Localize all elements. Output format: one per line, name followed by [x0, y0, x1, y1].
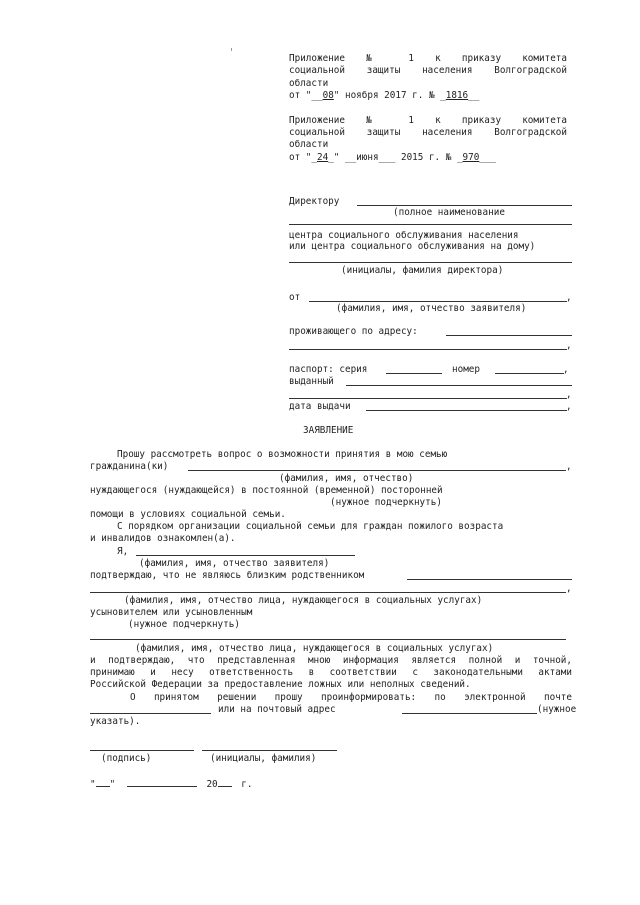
issue-date-line[interactable]	[366, 410, 567, 411]
appendix-1-date-end: __	[468, 90, 480, 101]
appendix-2-line-2: социальной защиты населения Волгоградской	[289, 127, 567, 138]
issued-line-1[interactable]	[346, 385, 572, 386]
date-year-suffix: г.	[241, 779, 253, 790]
hint-underline: (нужное подчеркнуть)	[330, 497, 442, 508]
comma: ,	[566, 401, 572, 412]
request-line-2-label: гражданина(ки)	[90, 461, 169, 472]
director-line[interactable]	[357, 205, 572, 206]
relative-name-line-1[interactable]	[407, 579, 572, 580]
residing-label: проживающего по адресу:	[289, 326, 418, 337]
acquainted-line-2: и инвалидов ознакомлен(а).	[90, 533, 236, 544]
document-title: ЗАЯВЛЕНИЕ	[303, 425, 354, 436]
center-line-2: или центра социального обслуживания на дому)	[289, 241, 536, 252]
date-year-blank[interactable]	[218, 777, 232, 787]
issued-label: выданный	[289, 376, 334, 387]
comma: ,	[566, 389, 572, 400]
date-day-blank[interactable]	[96, 777, 110, 787]
appendix-1-line-2: социальной защиты населения Волгоградской	[289, 65, 567, 76]
acquainted-line-1: С порядком организации социальной семьи для граждан пожилого возраста	[117, 521, 504, 532]
confirm-not-relative: подтверждаю, что не являюсь близким родственником	[90, 570, 365, 581]
postal-address-line[interactable]	[402, 713, 537, 714]
signature-line[interactable]	[90, 750, 194, 751]
director-label: Директору	[289, 196, 340, 207]
center-name-line[interactable]	[289, 224, 572, 225]
adopter-label: усыновителем или усыновленным	[90, 607, 253, 618]
address-line-2[interactable]	[289, 349, 567, 350]
address-line-1[interactable]	[446, 335, 572, 336]
date-month-blank[interactable]	[127, 777, 197, 787]
i-label: Я,	[117, 546, 129, 557]
hint-fio: (фамилия, имя, отчество)	[279, 473, 414, 484]
hint-fullname: (полное наименование	[393, 207, 505, 218]
center-line-1: центра социального обслуживания населения	[289, 230, 519, 241]
confirm-line-2: принимаю и несу ответственность в соответствии с законодательными актами	[90, 667, 572, 678]
appendix-2-day: 24	[317, 152, 329, 163]
issued-line-2[interactable]	[289, 398, 567, 399]
scan-mark	[231, 48, 232, 51]
request-line-1: Прошу рассмотреть вопрос о возможности принятия в мою семью	[117, 449, 448, 460]
comma: ,	[566, 340, 572, 351]
hint-fio-applicant: (фамилия, имя, отчество заявителя)	[139, 558, 330, 569]
inform-line-1: О принятом решении прошу проинформировать: по электронной почте	[130, 692, 572, 703]
appendix-1-line-1: Приложение № 1 к приказу комитета	[289, 53, 567, 64]
appendix-1-date-mid: " ноября 2017 г. № _	[333, 90, 446, 101]
person-name-line-2[interactable]	[90, 639, 566, 640]
date-line	[90, 777, 252, 790]
appendix-1-day: 08	[322, 90, 334, 101]
email-line[interactable]	[90, 713, 211, 714]
confirm-line-3: Российской Федерации за предоставление ложных или неполных сведений.	[90, 679, 471, 690]
appendix-2-line-3: области	[289, 139, 329, 150]
issue-date-label: дата выдачи	[289, 401, 351, 412]
passport-series-line[interactable]	[386, 373, 442, 374]
date-quote-close: "	[109, 779, 116, 790]
hint-initials: (инициалы, фамилия)	[210, 753, 317, 764]
appendix-2-date-line	[289, 152, 496, 163]
inform-or-address: или на почтовый адрес	[218, 704, 336, 715]
inform-need: (нужное	[537, 704, 577, 715]
person-name-line[interactable]	[188, 470, 566, 471]
passport-series-label: паспорт: серия	[289, 364, 368, 375]
appendix-2-number: 970	[462, 152, 480, 163]
appendix-2-line-1: Приложение № 1 к приказу комитета	[289, 115, 567, 126]
appendix-1-date-prefix: от "__	[289, 90, 323, 101]
date-quote-open: "	[90, 779, 96, 790]
confirm-line-1: и подтверждаю, что представленная мною информация является полной и точной,	[90, 655, 572, 666]
appendix-2-date-mid: _" __июня___ 2015 г. № _	[328, 152, 463, 163]
initials-line[interactable]	[202, 750, 337, 751]
date-year-prefix: 20	[206, 779, 218, 790]
appendix-2-date-end: ___	[479, 152, 497, 163]
from-label: от	[289, 292, 301, 303]
passport-number-line[interactable]	[495, 373, 564, 374]
applicant-name-line[interactable]	[309, 301, 567, 302]
hint-fio-person: (фамилия, имя, отчество лица, нуждающегося в социальных услугах)	[124, 595, 483, 606]
hint-fio-person-2: (фамилия, имя, отчество лица, нуждающегося в социальных услугах)	[135, 643, 494, 654]
appendix-1-date-line	[289, 90, 479, 101]
comma: ,	[563, 364, 569, 375]
relative-name-line-2[interactable]	[90, 592, 566, 593]
comma: ,	[566, 583, 572, 594]
appendix-1-line-3: области	[289, 78, 329, 89]
appendix-1-number: 1816	[445, 90, 469, 101]
hint-signature: (подпись)	[101, 753, 152, 764]
hint-director: (инициалы, фамилия директора)	[341, 265, 504, 276]
appendix-2-date-prefix: от "_	[289, 152, 317, 163]
request-line-4: помощи в условиях социальной семьи.	[90, 509, 286, 520]
comma: ,	[566, 461, 572, 472]
hint-applicant: (фамилия, имя, отчество заявителя)	[336, 303, 527, 314]
inform-line-3: указать).	[90, 716, 141, 727]
comma: ,	[566, 292, 572, 303]
passport-number-label: номер	[452, 364, 480, 375]
request-line-3: нуждающегося (нуждающейся) в постоянной (временной) посторонней	[90, 485, 443, 496]
hint-underline-2: (нужное подчеркнуть)	[128, 619, 240, 630]
director-initials-line[interactable]	[289, 262, 572, 263]
applicant-fio-line[interactable]	[136, 555, 355, 556]
